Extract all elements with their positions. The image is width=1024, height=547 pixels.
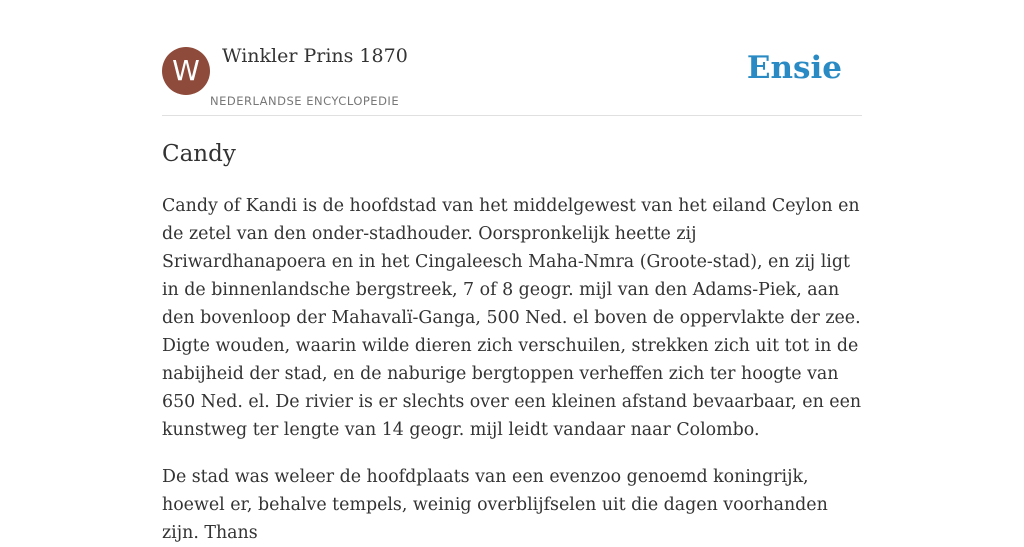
- ensie-logo[interactable]: Ensie: [746, 50, 842, 86]
- source-title-link[interactable]: Winkler Prins 1870: [222, 45, 408, 67]
- source-header: [162, 0, 862, 116]
- article: [162, 138, 862, 547]
- source-subtitle: NEDERLANDSE ENCYCLOPEDIE: [210, 94, 400, 108]
- article-paragraph: Candy of Kandi is de hoofdstad van het middelgewest van het eiland Ceylon en de zetel van den onder-stadhouder. Oorspronkelijk heette zij Sriwardhanapoera en in het Cingaleesch Maha-Nmra (Groote-stad), en zij ligt in de binnenlandsche bergstreek, 7 of 8 geogr. mijl van den Adams-Piek, aan den bovenloop der Mahavalï-Ganga, 500 Ned. el boven de oppervlakte der zee. Digte wouden, waarin wilde dieren zich verschuilen, strekken zich uit tot in de nabijheid der stad, en de naburige bergtoppen verheffen zich ter hoogte van 650 Ned. el. De rivier is er slechts over een kleinen afstand bevaarbaar, en een kunstweg ter lengte van 14 geogr. mijl leidt vandaar naar Colombo.: [162, 196, 862, 440]
- article-paragraph: De stad was weleer de hoofdplaats van een evenzoo genoemd koningrijk, hoewel er, behalve tempels, weinig overblijfselen uit die dagen voorhanden zijn. Thans: [162, 467, 828, 543]
- source-avatar[interactable]: W: [162, 47, 210, 95]
- article-title: Candy: [162, 141, 236, 167]
